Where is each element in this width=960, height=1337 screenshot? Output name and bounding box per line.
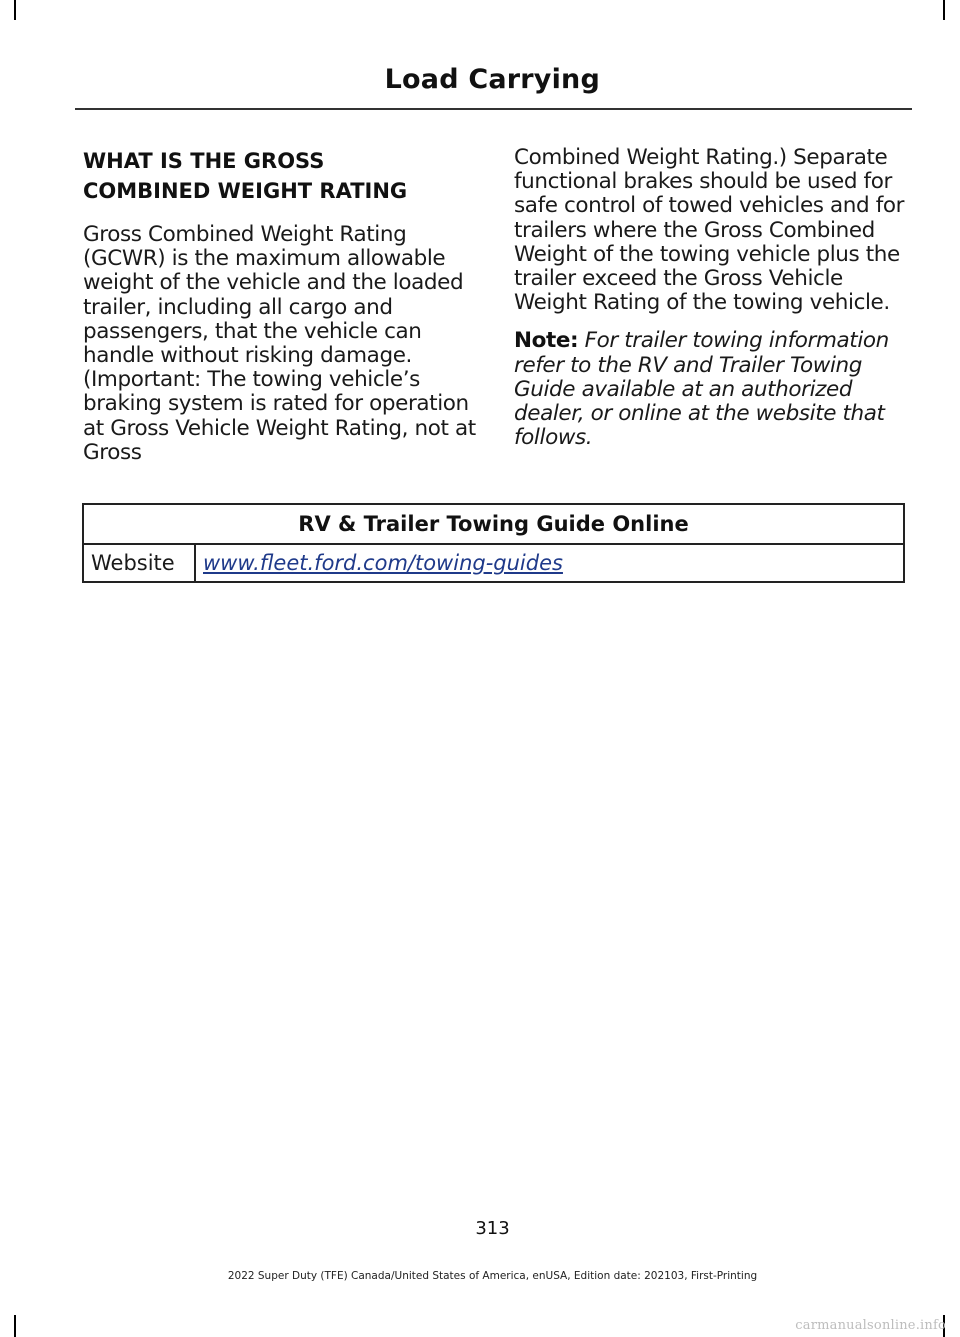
crop-mark-top-right <box>943 0 945 20</box>
website-label: Website <box>83 544 195 582</box>
gcwr-paragraph-continued: Combined Weight Rating.) Separate functional brakes should be used for safe control of towed vehicles and for trailers where the Gross Combined Weight of the towing vehicle plus the trailer exceed the Gross Vehicle Weight Rating of the towing vehicle. <box>514 145 905 316</box>
right-column <box>514 146 909 450</box>
page-header <box>75 58 912 110</box>
left-column <box>83 146 478 465</box>
note-paragraph <box>514 329 909 450</box>
page-number: 313 <box>475 1218 510 1239</box>
crop-mark-top-left <box>14 0 16 20</box>
gcwr-paragraph: Gross Combined Weight Rating (GCWR) is the maximum allowable weight of the vehicle and the loaded trailer, including all cargo and passengers, that the vehicle can handle without risking damage. (Important: The towing vehicle’s braking system is rated for operation at Gross Vehicle Weight Rating, not at Gross <box>83 222 476 465</box>
page-title: Load Carrying <box>384 64 600 95</box>
section-heading-line-1: WHAT IS THE GROSS <box>83 149 325 173</box>
crop-mark-bottom-left <box>14 1315 16 1337</box>
edition-footer: 2022 Super Duty (TFE) Canada/United States of America, enUSA, Edition date: 202103, First-Printing <box>227 1270 758 1282</box>
note-label: Note: <box>514 328 579 354</box>
table-header-row <box>83 504 904 544</box>
section-heading <box>83 146 478 206</box>
note-text: For trailer towing information refer to the RV and Trailer Towing Guide available at an authorized dealer, or online at the website that follows. <box>514 328 889 451</box>
towing-guide-table <box>82 503 905 583</box>
table-title: RV & Trailer Towing Guide Online <box>83 504 904 544</box>
section-heading-line-2: COMBINED WEIGHT RATING <box>83 179 408 203</box>
watermark: carmanualsonline.info <box>795 1318 946 1333</box>
table-row <box>83 544 904 582</box>
towing-guide-link[interactable]: www.fleet.ford.com/towing-guides <box>203 551 563 575</box>
website-cell <box>195 544 904 582</box>
